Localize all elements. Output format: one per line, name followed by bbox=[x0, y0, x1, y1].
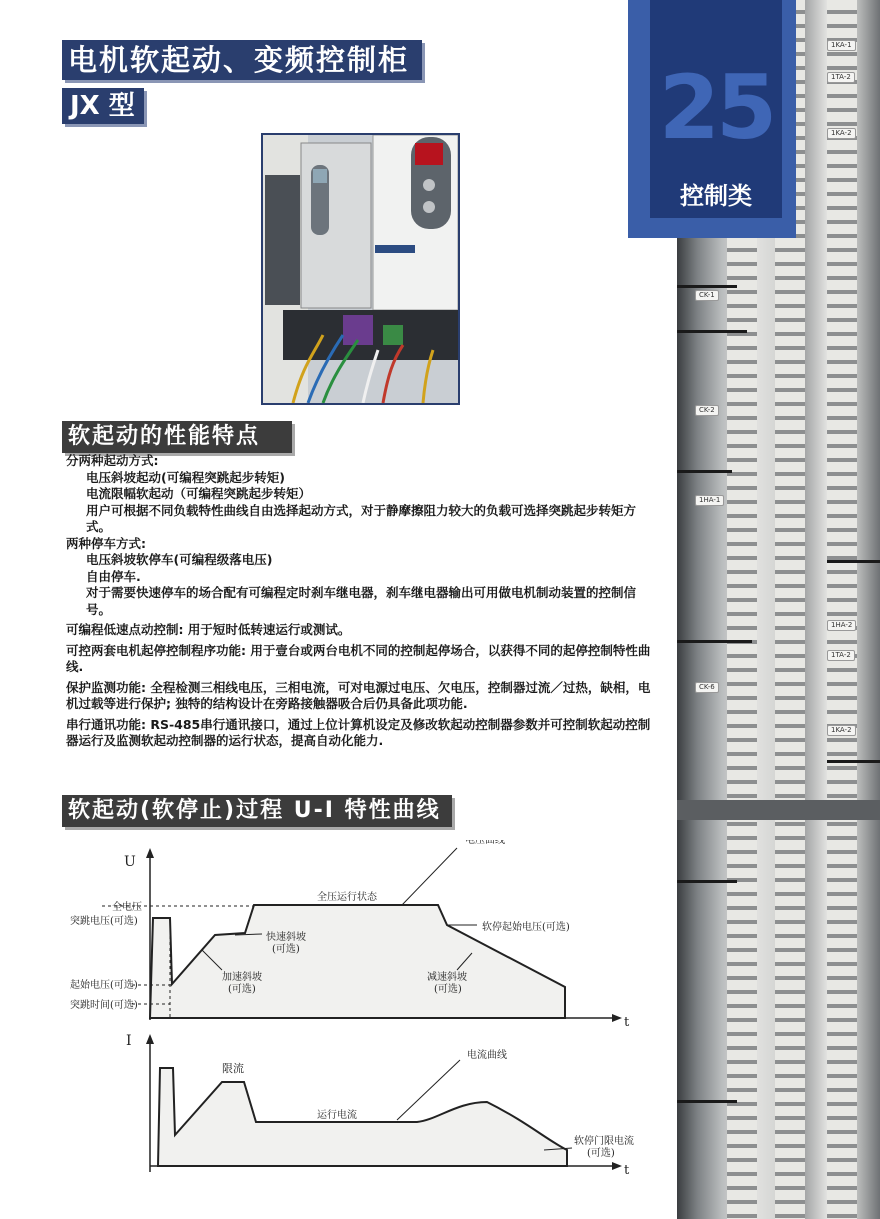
soft-stop-threshold-label: 软停门限电流 bbox=[574, 1136, 634, 1147]
list-item: 电压斜坡起动(可编程突跳起步转矩) bbox=[86, 469, 285, 485]
kick-time-label: 突跳时间(可选) bbox=[70, 1000, 138, 1011]
list-item: 对于需要快速停车的场合配有可编程定时刹车继电器，刹车继电器输出可用做电机制动装置的控制信号。 bbox=[86, 585, 637, 617]
running-current-label: 运行电流 bbox=[317, 1110, 357, 1121]
wire-tag: 1KA-2 bbox=[827, 725, 856, 736]
full-voltage-label: 全电压 bbox=[112, 902, 142, 913]
wire-tag: 1HA-2 bbox=[827, 620, 856, 631]
cable bbox=[677, 470, 732, 473]
cable bbox=[827, 560, 880, 563]
rail-divider bbox=[677, 800, 880, 820]
leader-line bbox=[402, 848, 457, 905]
i-axis-label: I bbox=[126, 1033, 132, 1049]
u-axis-arrow bbox=[146, 848, 154, 858]
ui-curve-svg bbox=[62, 840, 642, 1180]
wire-tag: 1TA-2 bbox=[827, 72, 855, 83]
decel-ramp-opt: (可选) bbox=[434, 984, 462, 995]
fast-ramp-label: 快速斜坡 bbox=[266, 932, 306, 943]
group-heading: 两种停车方式: bbox=[66, 535, 146, 551]
t-axis-arrow bbox=[612, 1014, 622, 1022]
current-limit-label: 限流 bbox=[222, 1062, 244, 1075]
cable bbox=[677, 1100, 737, 1103]
full-run-label: 全压运行状态 bbox=[317, 892, 377, 903]
product-photo bbox=[261, 133, 460, 405]
list-item: 电压斜坡软停车(可编程级落电压) bbox=[86, 552, 273, 567]
current-curve bbox=[158, 1068, 567, 1166]
paragraph: 可控两套电机起停控制程序功能: 用于壹台或两台电机不同的控制起停场合，以获得不同的起停控制特性曲线. bbox=[66, 642, 651, 674]
wire-tag: 1TA-2 bbox=[827, 650, 855, 661]
decel-ramp-label: 减速斜坡 bbox=[427, 972, 467, 983]
soft-stop-threshold-opt: (可选) bbox=[587, 1148, 615, 1159]
wire-tag: 1KA-1 bbox=[827, 40, 856, 51]
cable bbox=[677, 285, 737, 288]
terminal-rail bbox=[827, 0, 857, 1219]
wire-tag: CK-1 bbox=[695, 290, 719, 301]
kick-voltage-label: 突跳电压(可选) bbox=[70, 916, 138, 927]
paragraph: 串行通讯功能: RS-485串行通讯接口，通过上位计算机设定及修改软起动控制器参数并可控制软起动控制器运行及监测软起动控制器的运行状态，提高自动化能力. bbox=[66, 716, 651, 748]
ui-curve-chart bbox=[62, 840, 642, 1180]
fast-ramp-opt: (可选) bbox=[272, 944, 300, 955]
paragraph: 保护监测功能: 全程检测三相线电压，三相电流，可对电源过电压、欠电压，控制器过流／过热，缺相，电机过载等进行保护; 独特的结构设计在旁路接触器吸合后仍具备此项功能. bbox=[66, 679, 651, 711]
section-title-features: 软起动的性能特点 bbox=[62, 421, 292, 453]
model-title: JX 型 bbox=[62, 88, 144, 124]
wire-tag: CK-6 bbox=[695, 682, 719, 693]
list-item: 电流限幅软起动（可编程突跳起步转矩） bbox=[86, 486, 312, 501]
u-axis-label: U bbox=[124, 854, 136, 870]
cable bbox=[677, 640, 752, 643]
cable bbox=[827, 760, 880, 763]
i-axis-arrow bbox=[146, 1034, 154, 1044]
group-heading: 分两种起动方式: bbox=[66, 453, 159, 468]
wire-tag: CK-2 bbox=[695, 405, 719, 416]
accel-ramp-label: 加速斜坡 bbox=[222, 972, 262, 983]
features-text bbox=[66, 453, 656, 750]
t-axis-2-arrow bbox=[612, 1162, 622, 1170]
page-title: 电机软起动、变频控制柜 bbox=[62, 40, 422, 80]
section-title-curve: 软起动(软停止)过程 U-I 特性曲线 bbox=[62, 795, 452, 827]
list-item: 用户可根据不同负载特性曲线自由选择起动方式，对于静摩擦阻力较大的负载可选择突跳起步转矩方式。 bbox=[86, 502, 637, 534]
page-number: 25 bbox=[658, 56, 774, 159]
paragraph: 可编程低速点动控制: 用于短时低转速运行或测试。 bbox=[66, 622, 351, 637]
wire-tag: 1KA-2 bbox=[827, 128, 856, 139]
category-label: 控制类 bbox=[680, 182, 752, 210]
drive-illustration bbox=[263, 135, 458, 403]
cable bbox=[677, 880, 737, 883]
list-item: 自由停车. bbox=[86, 568, 141, 584]
voltage-chart bbox=[70, 840, 630, 1030]
wire-tag: 1HA-1 bbox=[695, 495, 724, 506]
accel-ramp-opt: (可选) bbox=[228, 984, 256, 995]
start-voltage-label: 起始电压(可选) bbox=[70, 980, 138, 991]
cable bbox=[677, 330, 747, 333]
t-axis-label: t bbox=[624, 1015, 630, 1030]
current-chart bbox=[126, 1033, 634, 1178]
voltage-curve-label: 电压曲线 bbox=[465, 840, 505, 846]
soft-stop-voltage-label: 软停起始电压(可选) bbox=[482, 922, 570, 933]
current-curve-label: 电流曲线 bbox=[467, 1050, 507, 1061]
t-axis-2-label: t bbox=[624, 1163, 630, 1178]
